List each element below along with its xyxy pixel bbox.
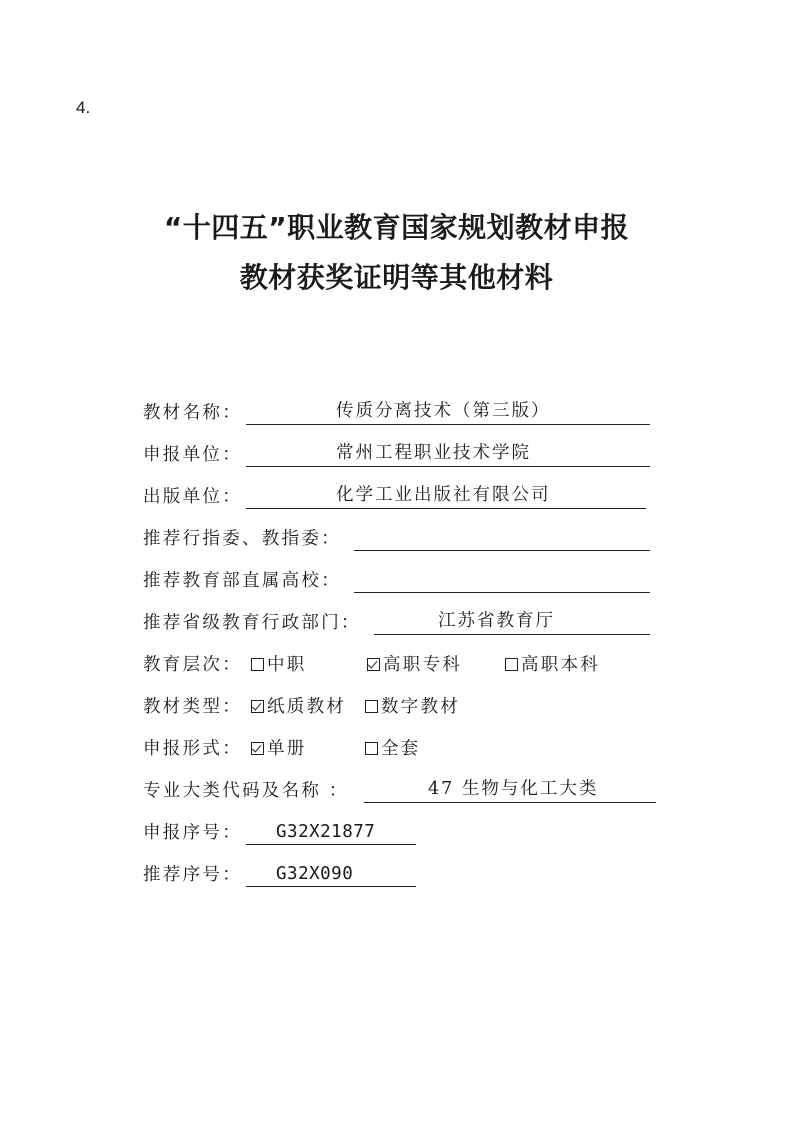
recommending-university-field[interactable]	[354, 570, 650, 593]
publisher-row	[143, 482, 242, 508]
education-level-option-label: 高职专科	[383, 655, 463, 675]
textbook-type-option-print[interactable]	[251, 693, 346, 718]
page-number: 4.	[76, 98, 91, 117]
recommending-committee-label: 推荐行指委、教指委：	[143, 529, 341, 549]
education-level-option-vocational-college[interactable]	[367, 651, 462, 676]
application-form-option-single[interactable]	[251, 735, 307, 760]
major-category-row	[143, 776, 349, 802]
application-form-option-full-set[interactable]	[365, 735, 421, 760]
recommending-province-value: 江苏省教育厅	[438, 611, 555, 631]
checkbox-unchecked-icon	[505, 658, 518, 671]
recommending-committee-field[interactable]	[354, 528, 650, 551]
checkbox-checked-icon	[251, 700, 264, 713]
application-form-option-label: 单册	[267, 739, 307, 759]
textbook-name-value: 传质分离技术（第三版）	[336, 401, 551, 421]
recommending-province-row	[143, 608, 361, 634]
application-number-row	[143, 818, 242, 844]
application-number-value: G32X21877	[276, 822, 376, 842]
recommending-university-label: 推荐教育部直属高校：	[143, 571, 341, 591]
publisher-field[interactable]	[246, 486, 646, 509]
checkbox-checked-icon	[251, 742, 264, 755]
applicant-unit-field[interactable]	[246, 444, 650, 467]
recommending-committee-row	[143, 524, 341, 550]
document-title-line-1: “十四五”职业教育国家规划教材申报	[163, 211, 630, 244]
application-form-label: 申报形式：	[143, 739, 242, 759]
recommendation-number-value: G32X090	[276, 864, 354, 884]
education-level-option-secondary[interactable]	[251, 651, 307, 676]
recommendation-number-label: 推荐序号：	[143, 865, 242, 885]
application-number-label: 申报序号：	[143, 823, 242, 843]
textbook-type-option-digital[interactable]	[365, 693, 460, 718]
document-title-line-2: 教材获奖证明等其他材料	[239, 261, 554, 294]
application-form-row	[143, 734, 563, 760]
textbook-type-option-label: 纸质教材	[267, 697, 347, 717]
recommending-university-row	[143, 566, 341, 592]
applicant-unit-label: 申报单位：	[143, 445, 242, 465]
recommendation-number-row	[143, 860, 242, 886]
textbook-name-field[interactable]	[246, 402, 650, 425]
education-level-label: 教育层次：	[143, 655, 242, 675]
education-level-row	[143, 650, 663, 676]
major-category-label: 专业大类代码及名称 ：	[143, 781, 349, 801]
education-level-option-vocational-bachelor[interactable]	[505, 651, 600, 676]
applicant-unit-value: 常州工程职业技术学院	[336, 443, 531, 463]
publisher-label: 出版单位：	[143, 487, 242, 507]
textbook-type-row	[143, 692, 563, 718]
recommending-province-field[interactable]	[374, 612, 650, 635]
checkbox-unchecked-icon	[251, 658, 264, 671]
textbook-name-row	[143, 398, 242, 424]
education-level-option-label: 高职本科	[521, 655, 601, 675]
textbook-name-label: 教材名称：	[143, 403, 242, 423]
major-category-value: 47 生物与化工大类	[428, 779, 599, 799]
recommending-province-label: 推荐省级教育行政部门：	[143, 613, 361, 633]
education-level-option-label: 中职	[267, 655, 307, 675]
checkbox-unchecked-icon	[365, 742, 378, 755]
recommendation-number-field[interactable]	[246, 864, 416, 887]
textbook-type-option-label: 数字教材	[381, 697, 461, 717]
application-number-field[interactable]	[246, 822, 416, 845]
applicant-unit-row	[143, 440, 242, 466]
major-category-field[interactable]	[364, 780, 656, 803]
application-form-option-label: 全套	[381, 739, 421, 759]
publisher-value: 化学工业出版社有限公司	[336, 485, 551, 505]
checkbox-unchecked-icon	[365, 700, 378, 713]
checkbox-checked-icon	[367, 658, 380, 671]
textbook-type-label: 教材类型：	[143, 697, 242, 717]
